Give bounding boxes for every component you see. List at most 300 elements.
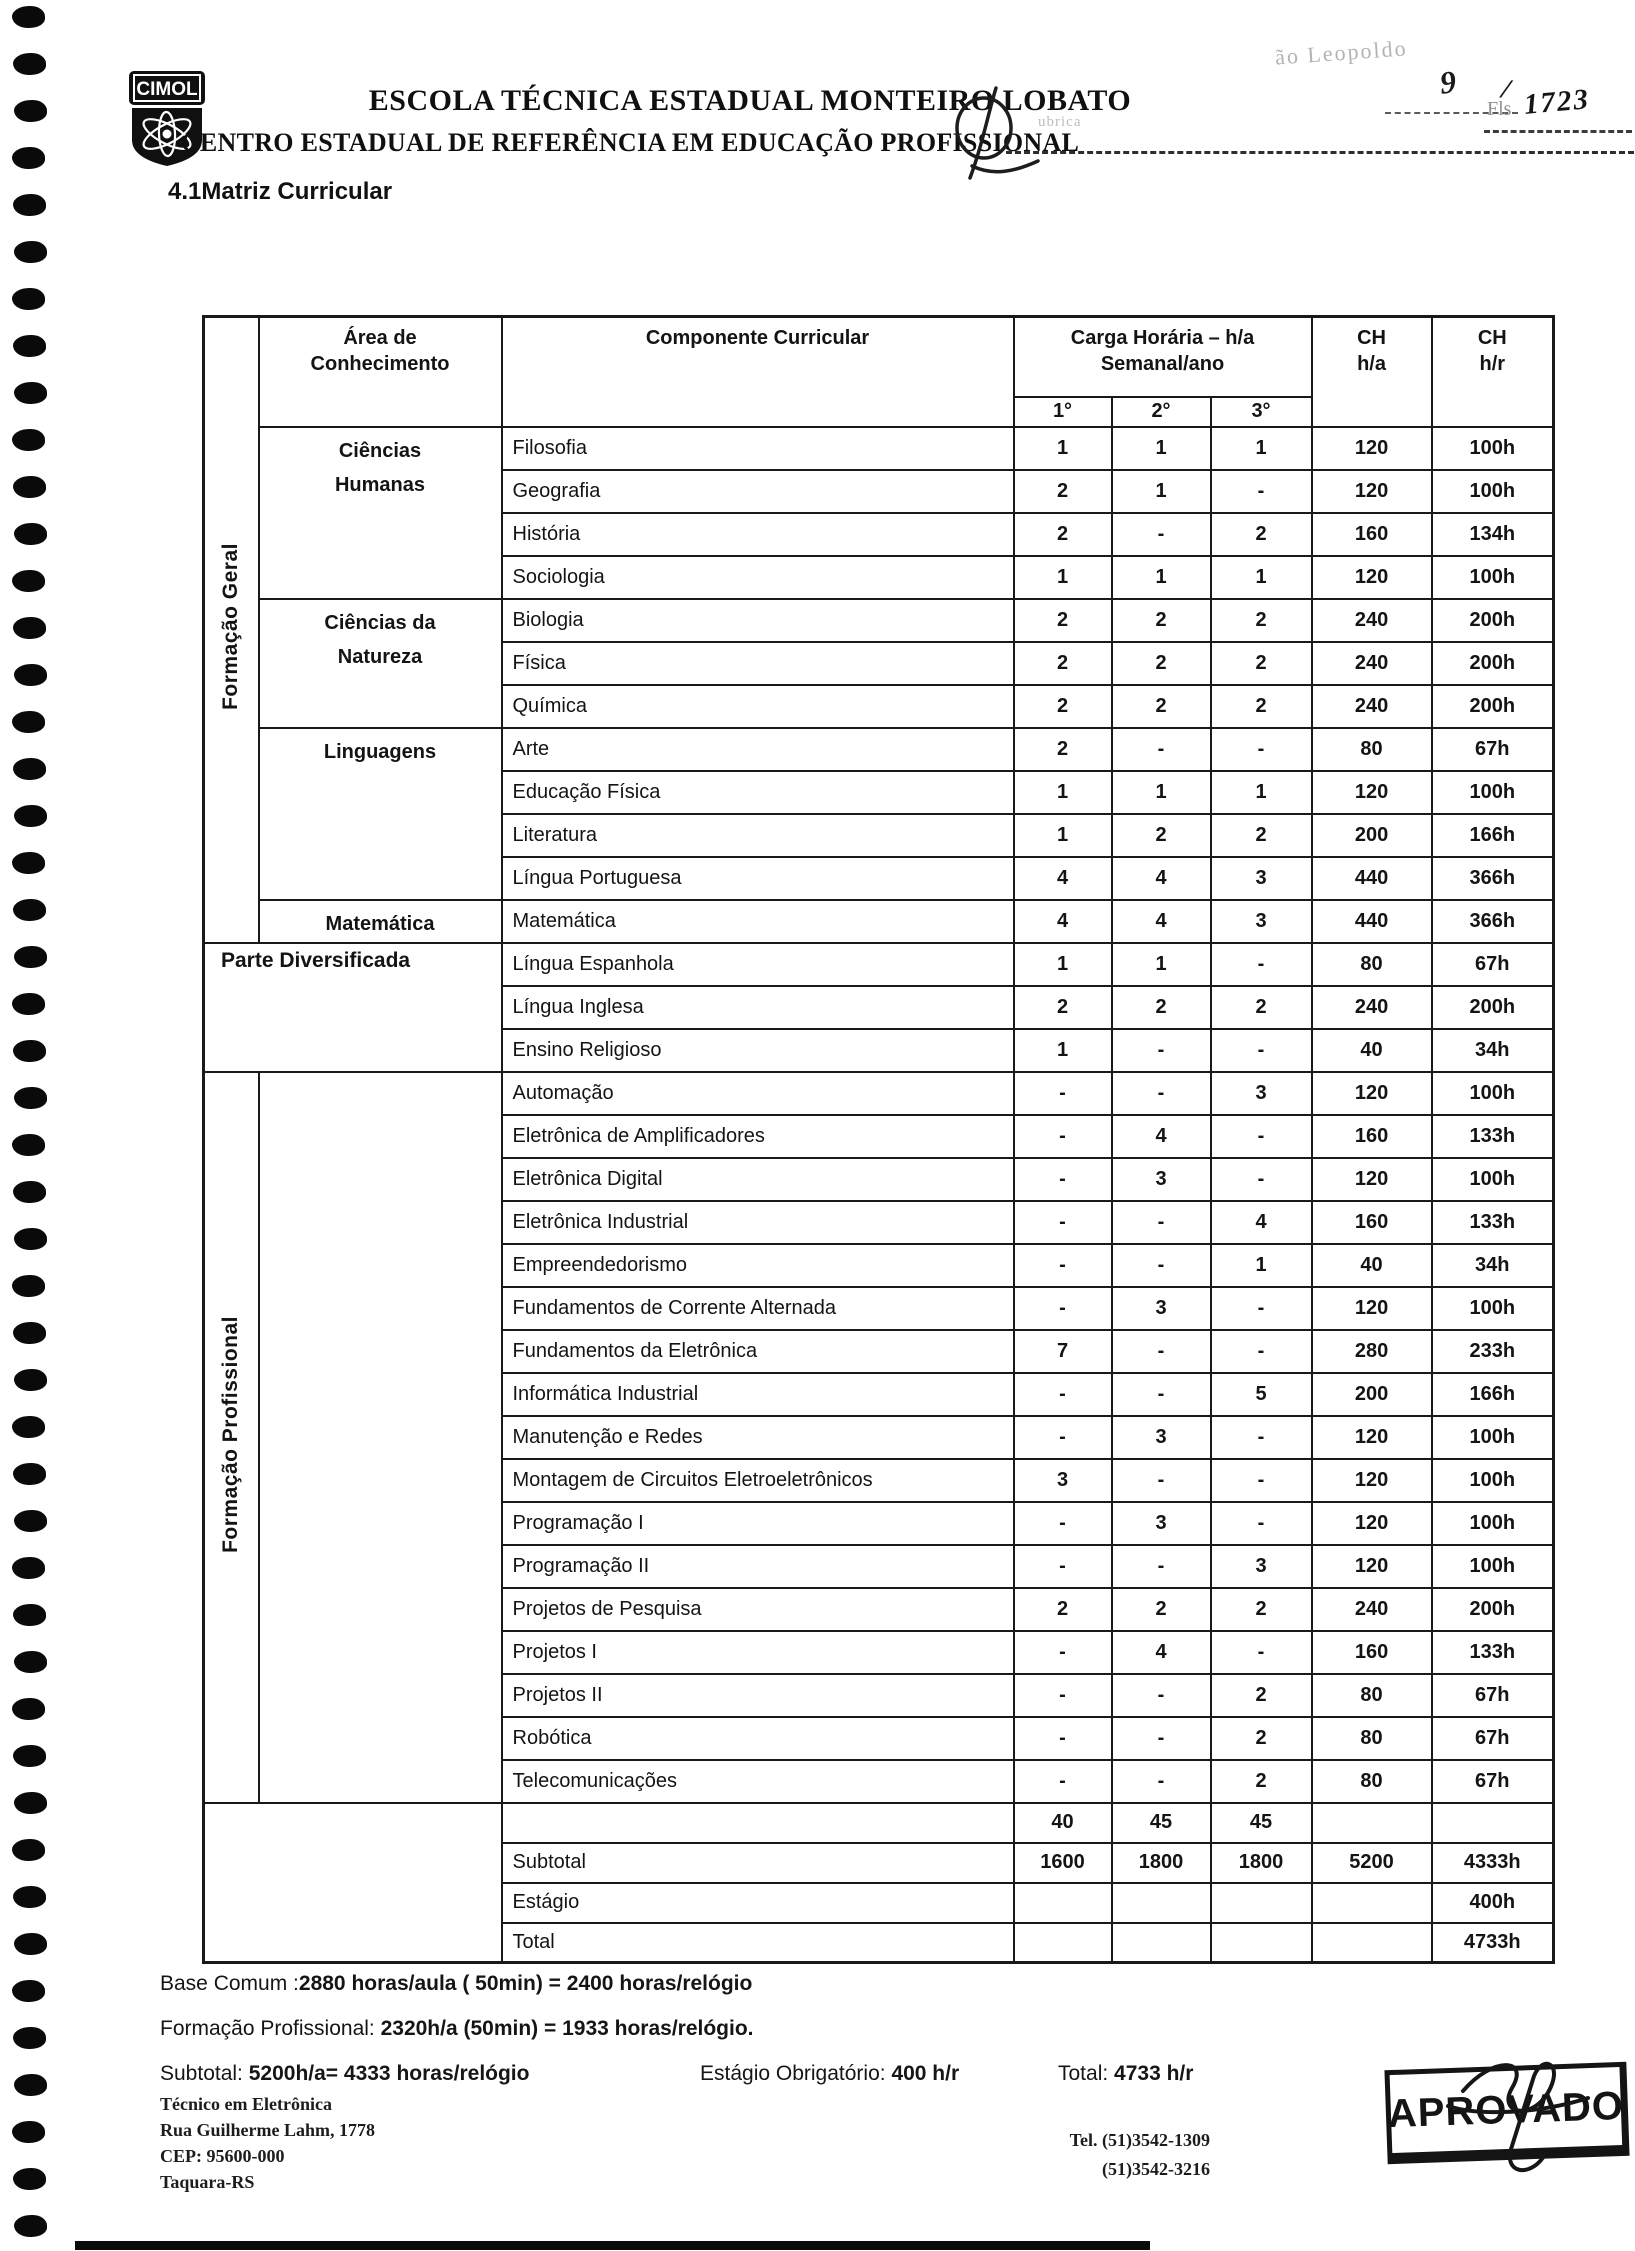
componente-cell: Sociologia (502, 556, 1014, 599)
total-ch-hr: 4733h (1432, 1923, 1554, 1963)
year3-cell: 2 (1211, 513, 1312, 556)
curriculum-matrix-table (202, 315, 1555, 1964)
note-label: Subtotal: (160, 2062, 249, 2085)
scan-edge-bar (75, 2241, 1150, 2250)
year1-cell: - (1014, 1545, 1112, 1588)
year2-cell: - (1112, 1459, 1211, 1502)
ch-hr-cell: 366h (1432, 900, 1554, 943)
phone-line: Tel. (51)3542-1309 (1069, 2130, 1210, 2150)
note-value: 4733 h/r (1114, 2062, 1194, 2085)
componente-cell: Arte (502, 728, 1014, 771)
year3-cell: 1 (1211, 556, 1312, 599)
year3-cell: 2 (1211, 1760, 1312, 1803)
binder-hole (14, 1228, 47, 1250)
year1-cell: - (1014, 1760, 1112, 1803)
binder-hole (13, 2168, 46, 2190)
binder-hole (13, 1745, 46, 1767)
year2-cell: - (1112, 1330, 1211, 1373)
year1-cell: 2 (1014, 986, 1112, 1029)
year2-cell: - (1112, 1674, 1211, 1717)
empty-cell (1112, 1883, 1211, 1923)
handwritten-fls-number: 1723 (1522, 83, 1592, 121)
ch-ha-cell: 40 (1312, 1244, 1432, 1287)
ch-ha-cell: 240 (1312, 642, 1432, 685)
note-value: 5200h/a= 4333 horas/relógio (248, 2062, 530, 2085)
ch-ha-cell: 240 (1312, 685, 1432, 728)
componente-cell: Filosofia (502, 427, 1014, 470)
ch-ha-cell: 160 (1312, 513, 1432, 556)
ch-hr-cell: 200h (1432, 986, 1554, 1029)
year3-cell: - (1211, 1158, 1312, 1201)
year2-cell: 4 (1112, 1115, 1211, 1158)
year2-cell: - (1112, 1545, 1211, 1588)
ch-hr-cell: 133h (1432, 1631, 1554, 1674)
binder-hole (14, 946, 47, 968)
subtotal-label-cell: Subtotal (502, 1843, 1014, 1883)
binder-hole (14, 523, 47, 545)
year1-cell: 2 (1014, 513, 1112, 556)
year2-cell: 3 (1112, 1416, 1211, 1459)
ch-hr-cell: 133h (1432, 1201, 1554, 1244)
componente-cell: Fundamentos de Corrente Alternada (502, 1287, 1014, 1330)
componente-cell: Biologia (502, 599, 1014, 642)
handwritten-page-number: 9 (1438, 63, 1458, 101)
binder-hole (13, 2027, 46, 2049)
ch-hr-cell: 100h (1432, 1072, 1554, 1115)
ch-ha-cell: 200 (1312, 1373, 1432, 1416)
ch-hr-cell: 134h (1432, 513, 1554, 556)
componente-cell: Robótica (502, 1717, 1014, 1760)
binder-hole (14, 1792, 47, 1814)
binder-hole (12, 1839, 45, 1861)
note-formacao-profissional (160, 2017, 754, 2041)
year2-cell: 4 (1112, 900, 1211, 943)
componente-cell: Língua Espanhola (502, 943, 1014, 986)
group-cell-formacao-profissional (204, 1072, 259, 1803)
empty-componente-cell (502, 1803, 1014, 1843)
componente-cell: Manutenção e Redes (502, 1416, 1014, 1459)
logo-text: CIMOL (136, 79, 198, 100)
year2-cell: - (1112, 1717, 1211, 1760)
year2-cell: 1 (1112, 556, 1211, 599)
year3-cell: - (1211, 1029, 1312, 1072)
total-label-cell: Total (502, 1923, 1014, 1963)
ch-hr-cell: 166h (1432, 814, 1554, 857)
binder-hole (12, 1698, 45, 1720)
year2-cell: 3 (1112, 1158, 1211, 1201)
componente-cell: Fundamentos da Eletrônica (502, 1330, 1014, 1373)
empty-ch-hr-cell (1432, 1803, 1554, 1843)
ch-ha-cell: 80 (1312, 1717, 1432, 1760)
year1-cell: - (1014, 1244, 1112, 1287)
binder-hole (14, 1933, 47, 1955)
year1-cell: 2 (1014, 1588, 1112, 1631)
note-label: Estágio Obrigatório: (700, 2062, 892, 2085)
componente-cell: Educação Física (502, 771, 1014, 814)
ch-hr-cell: 100h (1432, 1158, 1554, 1201)
ch-ha-cell: 120 (1312, 1545, 1432, 1588)
subtotal-ch-ha: 5200 (1312, 1843, 1432, 1883)
year2-cell: 2 (1112, 685, 1211, 728)
binder-hole (12, 2121, 45, 2143)
year3-cell: 2 (1211, 986, 1312, 1029)
ch-ha-cell: 120 (1312, 1502, 1432, 1545)
carga-horaria-line2: Semanal/ano (1100, 353, 1225, 375)
note-value: 2880 horas/aula ( 50min) = 2400 horas/relógio (298, 1972, 753, 1995)
binder-hole (12, 711, 45, 733)
binder-hole (14, 1651, 47, 1673)
ch-ha-line1: CH (1357, 327, 1386, 349)
school-title-line2: CENTRO ESTADUAL DE REFERÊNCIA EM EDUCAÇÃO PROFISSIONAL (180, 128, 1080, 157)
area-cell (259, 728, 502, 900)
subtotal-year2: 1800 (1112, 1843, 1211, 1883)
school-title-line1: ESCOLA TÉCNICA ESTADUAL MONTEIRO LOBATO (368, 84, 1132, 117)
estagio-ch-hr: 400h (1432, 1883, 1554, 1923)
ch-hr-cell: 67h (1432, 943, 1554, 986)
ch-ha-cell: 240 (1312, 986, 1432, 1029)
year1-cell: - (1014, 1072, 1112, 1115)
year2-cell: 3 (1112, 1287, 1211, 1330)
binder-hole (12, 1557, 45, 1579)
year3-cell: 2 (1211, 1717, 1312, 1760)
year3-cell: 3 (1211, 857, 1312, 900)
note-label: Formação Profissional: (160, 2017, 381, 2040)
table-row (204, 728, 1554, 771)
ch-hr-cell: 100h (1432, 1459, 1554, 1502)
binder-hole (12, 570, 45, 592)
year1-cell: 1 (1014, 943, 1112, 986)
componente-cell: Ensino Religioso (502, 1029, 1014, 1072)
ch-ha-cell: 120 (1312, 470, 1432, 513)
ch-hr-cell: 366h (1432, 857, 1554, 900)
componente-cell: Matemática (502, 900, 1014, 943)
year2-cell: - (1112, 1201, 1211, 1244)
year3-cell: - (1211, 1416, 1312, 1459)
ch-hr-cell: 100h (1432, 1287, 1554, 1330)
year3-cell: 2 (1211, 685, 1312, 728)
binder-hole (13, 53, 46, 75)
ch-ha-cell: 120 (1312, 1072, 1432, 1115)
faint-stamp-text: ão Leopoldo (1274, 35, 1409, 70)
year1-cell: 4 (1014, 900, 1112, 943)
phone-block (1010, 2126, 1210, 2184)
ch-hr-cell: 67h (1432, 1674, 1554, 1717)
ch-ha-cell: 120 (1312, 556, 1432, 599)
binder-hole (13, 899, 46, 921)
binder-hole (13, 1463, 46, 1485)
ch-hr-cell: 67h (1432, 728, 1554, 771)
note-value: 400 h/r (891, 2062, 960, 2085)
group-cell-parte-diversificada: Parte Diversificada (204, 943, 502, 1072)
address-line: Rua Guilherme Lahm, 1778 (160, 2120, 376, 2140)
binder-hole (12, 1980, 45, 2002)
ch-hr-cell: 34h (1432, 1029, 1554, 1072)
year3-cell: 2 (1211, 1674, 1312, 1717)
header-year-3: 3° (1211, 397, 1312, 427)
carga-horaria-line1: Carga Horária – h/a (1070, 327, 1255, 349)
binder-hole (13, 335, 46, 357)
year2-cell: 2 (1112, 599, 1211, 642)
year1-cell: - (1014, 1674, 1112, 1717)
header-ch-ha (1312, 317, 1432, 427)
note-total (1058, 2062, 1193, 2086)
header-ch-hr (1432, 317, 1554, 427)
year1-cell: - (1014, 1201, 1112, 1244)
year1-cell: 2 (1014, 470, 1112, 513)
binder-hole (12, 429, 45, 451)
ch-hr-cell: 233h (1432, 1330, 1554, 1373)
binder-hole (13, 758, 46, 780)
empty-cell (1211, 1923, 1312, 1963)
ch-hr-cell: 100h (1432, 427, 1554, 470)
year3-cell: 3 (1211, 1072, 1312, 1115)
componente-cell: Projetos de Pesquisa (502, 1588, 1014, 1631)
stamp-signature-scribble (1438, 2036, 1608, 2186)
year1-cell: 4 (1014, 857, 1112, 900)
componente-cell: Literatura (502, 814, 1014, 857)
year1-cell: 7 (1014, 1330, 1112, 1373)
year3-cell: - (1211, 1459, 1312, 1502)
ch-ha-cell: 120 (1312, 1459, 1432, 1502)
formacao-profissional-label: Formação Profissional (219, 1315, 243, 1553)
area-cell (259, 427, 502, 599)
binder-hole (13, 1886, 46, 1908)
ch-hr-cell: 133h (1432, 1115, 1554, 1158)
year3-cell: 3 (1211, 1545, 1312, 1588)
componente-cell: Eletrônica de Amplificadores (502, 1115, 1014, 1158)
ch-ha-cell: 80 (1312, 1760, 1432, 1803)
year2-cell: 3 (1112, 1502, 1211, 1545)
ch-ha-cell: 80 (1312, 728, 1432, 771)
binder-hole (13, 1322, 46, 1344)
header-year-2: 2° (1112, 397, 1211, 427)
ch-ha-line2: h/a (1357, 353, 1386, 375)
year3-cell: - (1211, 728, 1312, 771)
empty-cell (1312, 1923, 1432, 1963)
matrix-table-body (204, 317, 1554, 1963)
group-cell-formacao-geral (204, 317, 259, 943)
binder-hole (12, 6, 45, 28)
ch-hr-cell: 200h (1432, 642, 1554, 685)
year1-cell: - (1014, 1373, 1112, 1416)
address-line: CEP: 95600-000 (160, 2146, 285, 2166)
ch-hr-cell: 100h (1432, 1416, 1554, 1459)
binder-hole (14, 382, 47, 404)
year2-cell: 4 (1112, 857, 1211, 900)
area-label: Linguagens (323, 740, 437, 763)
weekly-total-year2: 45 (1112, 1803, 1211, 1843)
componente-cell: Língua Portuguesa (502, 857, 1014, 900)
year1-cell: 1 (1014, 1029, 1112, 1072)
componente-cell: Física (502, 642, 1014, 685)
year1-cell: - (1014, 1287, 1112, 1330)
empty-cell (1112, 1923, 1211, 1963)
ch-hr-cell: 67h (1432, 1717, 1554, 1760)
year1-cell: 2 (1014, 728, 1112, 771)
ch-ha-cell: 160 (1312, 1115, 1432, 1158)
year2-cell: 4 (1112, 1631, 1211, 1674)
estagio-label-cell: Estágio (502, 1883, 1014, 1923)
componente-cell: Língua Inglesa (502, 986, 1014, 1029)
componente-cell: Montagem de Circuitos Eletroeletrônicos (502, 1459, 1014, 1502)
ch-ha-cell: 80 (1312, 943, 1432, 986)
binder-hole (12, 993, 45, 1015)
header-carga-horaria (1014, 317, 1312, 397)
subtotal-year3: 1800 (1211, 1843, 1312, 1883)
binder-hole (14, 241, 47, 263)
ch-hr-cell: 67h (1432, 1760, 1554, 1803)
area-label: Ciências Humanas (334, 439, 426, 496)
binder-hole (13, 617, 46, 639)
binder-hole (12, 288, 45, 310)
ch-ha-cell: 120 (1312, 1416, 1432, 1459)
subtotal-year1: 1600 (1014, 1843, 1112, 1883)
subtotal-ch-hr: 4333h (1432, 1843, 1554, 1883)
binder-hole (13, 476, 46, 498)
ch-hr-cell: 100h (1432, 771, 1554, 814)
binder-hole (14, 1087, 47, 1109)
dashed-line (1484, 130, 1632, 133)
ch-ha-cell: 280 (1312, 1330, 1432, 1373)
address-line: Taquara-RS (160, 2172, 255, 2192)
year2-cell: 2 (1112, 1588, 1211, 1631)
year3-cell: - (1211, 1502, 1312, 1545)
year3-cell: - (1211, 1330, 1312, 1373)
binder-hole (14, 1369, 47, 1391)
table-row (204, 943, 1554, 986)
table-row (204, 317, 1554, 397)
year1-cell: - (1014, 1631, 1112, 1674)
year2-cell: - (1112, 1029, 1211, 1072)
area-cell (259, 900, 502, 943)
componente-cell: Química (502, 685, 1014, 728)
ch-hr-cell: 100h (1432, 556, 1554, 599)
binder-hole (13, 1040, 46, 1062)
area-cell (259, 599, 502, 728)
year2-cell: 1 (1112, 771, 1211, 814)
ch-hr-cell: 100h (1432, 1502, 1554, 1545)
binder-hole (12, 147, 45, 169)
binder-hole (14, 1510, 47, 1532)
ch-hr-cell: 166h (1432, 1373, 1554, 1416)
year1-cell: 2 (1014, 599, 1112, 642)
year1-cell: 1 (1014, 427, 1112, 470)
empty-cell (1211, 1883, 1312, 1923)
year2-cell: - (1112, 1072, 1211, 1115)
binder-hole (12, 1275, 45, 1297)
year2-cell: 1 (1112, 427, 1211, 470)
ch-ha-cell: 440 (1312, 857, 1432, 900)
dash-dot-line (1006, 151, 1634, 154)
area-label: Matemática (325, 912, 435, 935)
year3-cell: 1 (1211, 771, 1312, 814)
table-row (204, 1072, 1554, 1115)
componente-cell: Informática Industrial (502, 1373, 1014, 1416)
year3-cell: - (1211, 470, 1312, 513)
year1-cell: 1 (1014, 771, 1112, 814)
year3-cell: 4 (1211, 1201, 1312, 1244)
signature-scribble (938, 84, 1040, 180)
year2-cell: - (1112, 513, 1211, 556)
note-estagio (700, 2062, 959, 2086)
componente-cell: Programação II (502, 1545, 1014, 1588)
ch-hr-cell: 200h (1432, 685, 1554, 728)
handwritten-slash: / (1499, 73, 1512, 106)
binder-hole (14, 2074, 47, 2096)
componente-cell: Empreendedorismo (502, 1244, 1014, 1287)
binder-hole (12, 1416, 45, 1438)
year3-cell: 2 (1211, 814, 1312, 857)
ch-ha-cell: 120 (1312, 771, 1432, 814)
empty-area-cell (259, 1072, 502, 1803)
table-row (204, 427, 1554, 470)
faint-stamp-text2: ubrica (1038, 114, 1082, 130)
header-area (259, 317, 502, 427)
binder-hole (14, 2215, 47, 2237)
year3-cell: - (1211, 1115, 1312, 1158)
componente-cell: História (502, 513, 1014, 556)
ch-hr-cell: 100h (1432, 470, 1554, 513)
note-base-comum (160, 1972, 752, 1996)
year2-cell: - (1112, 1760, 1211, 1803)
binder-hole (13, 1604, 46, 1626)
ch-ha-cell: 80 (1312, 1674, 1432, 1717)
table-row (204, 599, 1554, 642)
year1-cell: - (1014, 1158, 1112, 1201)
ch-ha-cell: 160 (1312, 1201, 1432, 1244)
empty-cell (1312, 1883, 1432, 1923)
year1-cell: - (1014, 1502, 1112, 1545)
componente-cell: Projetos I (502, 1631, 1014, 1674)
year2-cell: - (1112, 1244, 1211, 1287)
section-title: 4.1Matriz Curricular (168, 178, 393, 205)
binder-hole (13, 194, 46, 216)
componente-cell: Telecomunicações (502, 1760, 1014, 1803)
binder-hole (12, 852, 45, 874)
weekly-total-year3: 45 (1211, 1803, 1312, 1843)
year2-cell: 1 (1112, 470, 1211, 513)
header-area-label: Área de Conhecimento (310, 327, 450, 375)
note-subtotal (160, 2062, 529, 2086)
year1-cell: - (1014, 1416, 1112, 1459)
address-line: Técnico em Eletrônica (160, 2094, 332, 2114)
componente-cell: Automação (502, 1072, 1014, 1115)
componente-cell: Geografia (502, 470, 1014, 513)
year2-cell: 2 (1112, 642, 1211, 685)
year1-cell: 1 (1014, 814, 1112, 857)
year3-cell: 2 (1211, 1588, 1312, 1631)
fls-label: Fls (1487, 98, 1512, 120)
year3-cell: 1 (1211, 427, 1312, 470)
componente-cell: Eletrônica Digital (502, 1158, 1014, 1201)
formacao-geral-label: Formação Geral (219, 543, 243, 711)
ch-hr-cell: 100h (1432, 1545, 1554, 1588)
ch-ha-cell: 240 (1312, 1588, 1432, 1631)
year3-cell: 5 (1211, 1373, 1312, 1416)
header-year-1: 1° (1014, 397, 1112, 427)
year2-cell: 2 (1112, 814, 1211, 857)
table-row (204, 900, 1554, 943)
year2-cell: 2 (1112, 986, 1211, 1029)
ch-hr-line1: CH (1477, 327, 1507, 349)
binder-hole (14, 664, 47, 686)
ch-ha-cell: 440 (1312, 900, 1432, 943)
year3-cell: - (1211, 943, 1312, 986)
empty-cell (1014, 1883, 1112, 1923)
year3-cell: 2 (1211, 642, 1312, 685)
year3-cell: - (1211, 1287, 1312, 1330)
note-value: 2320h/a (50min) = 1933 horas/relógio. (380, 2017, 754, 2040)
